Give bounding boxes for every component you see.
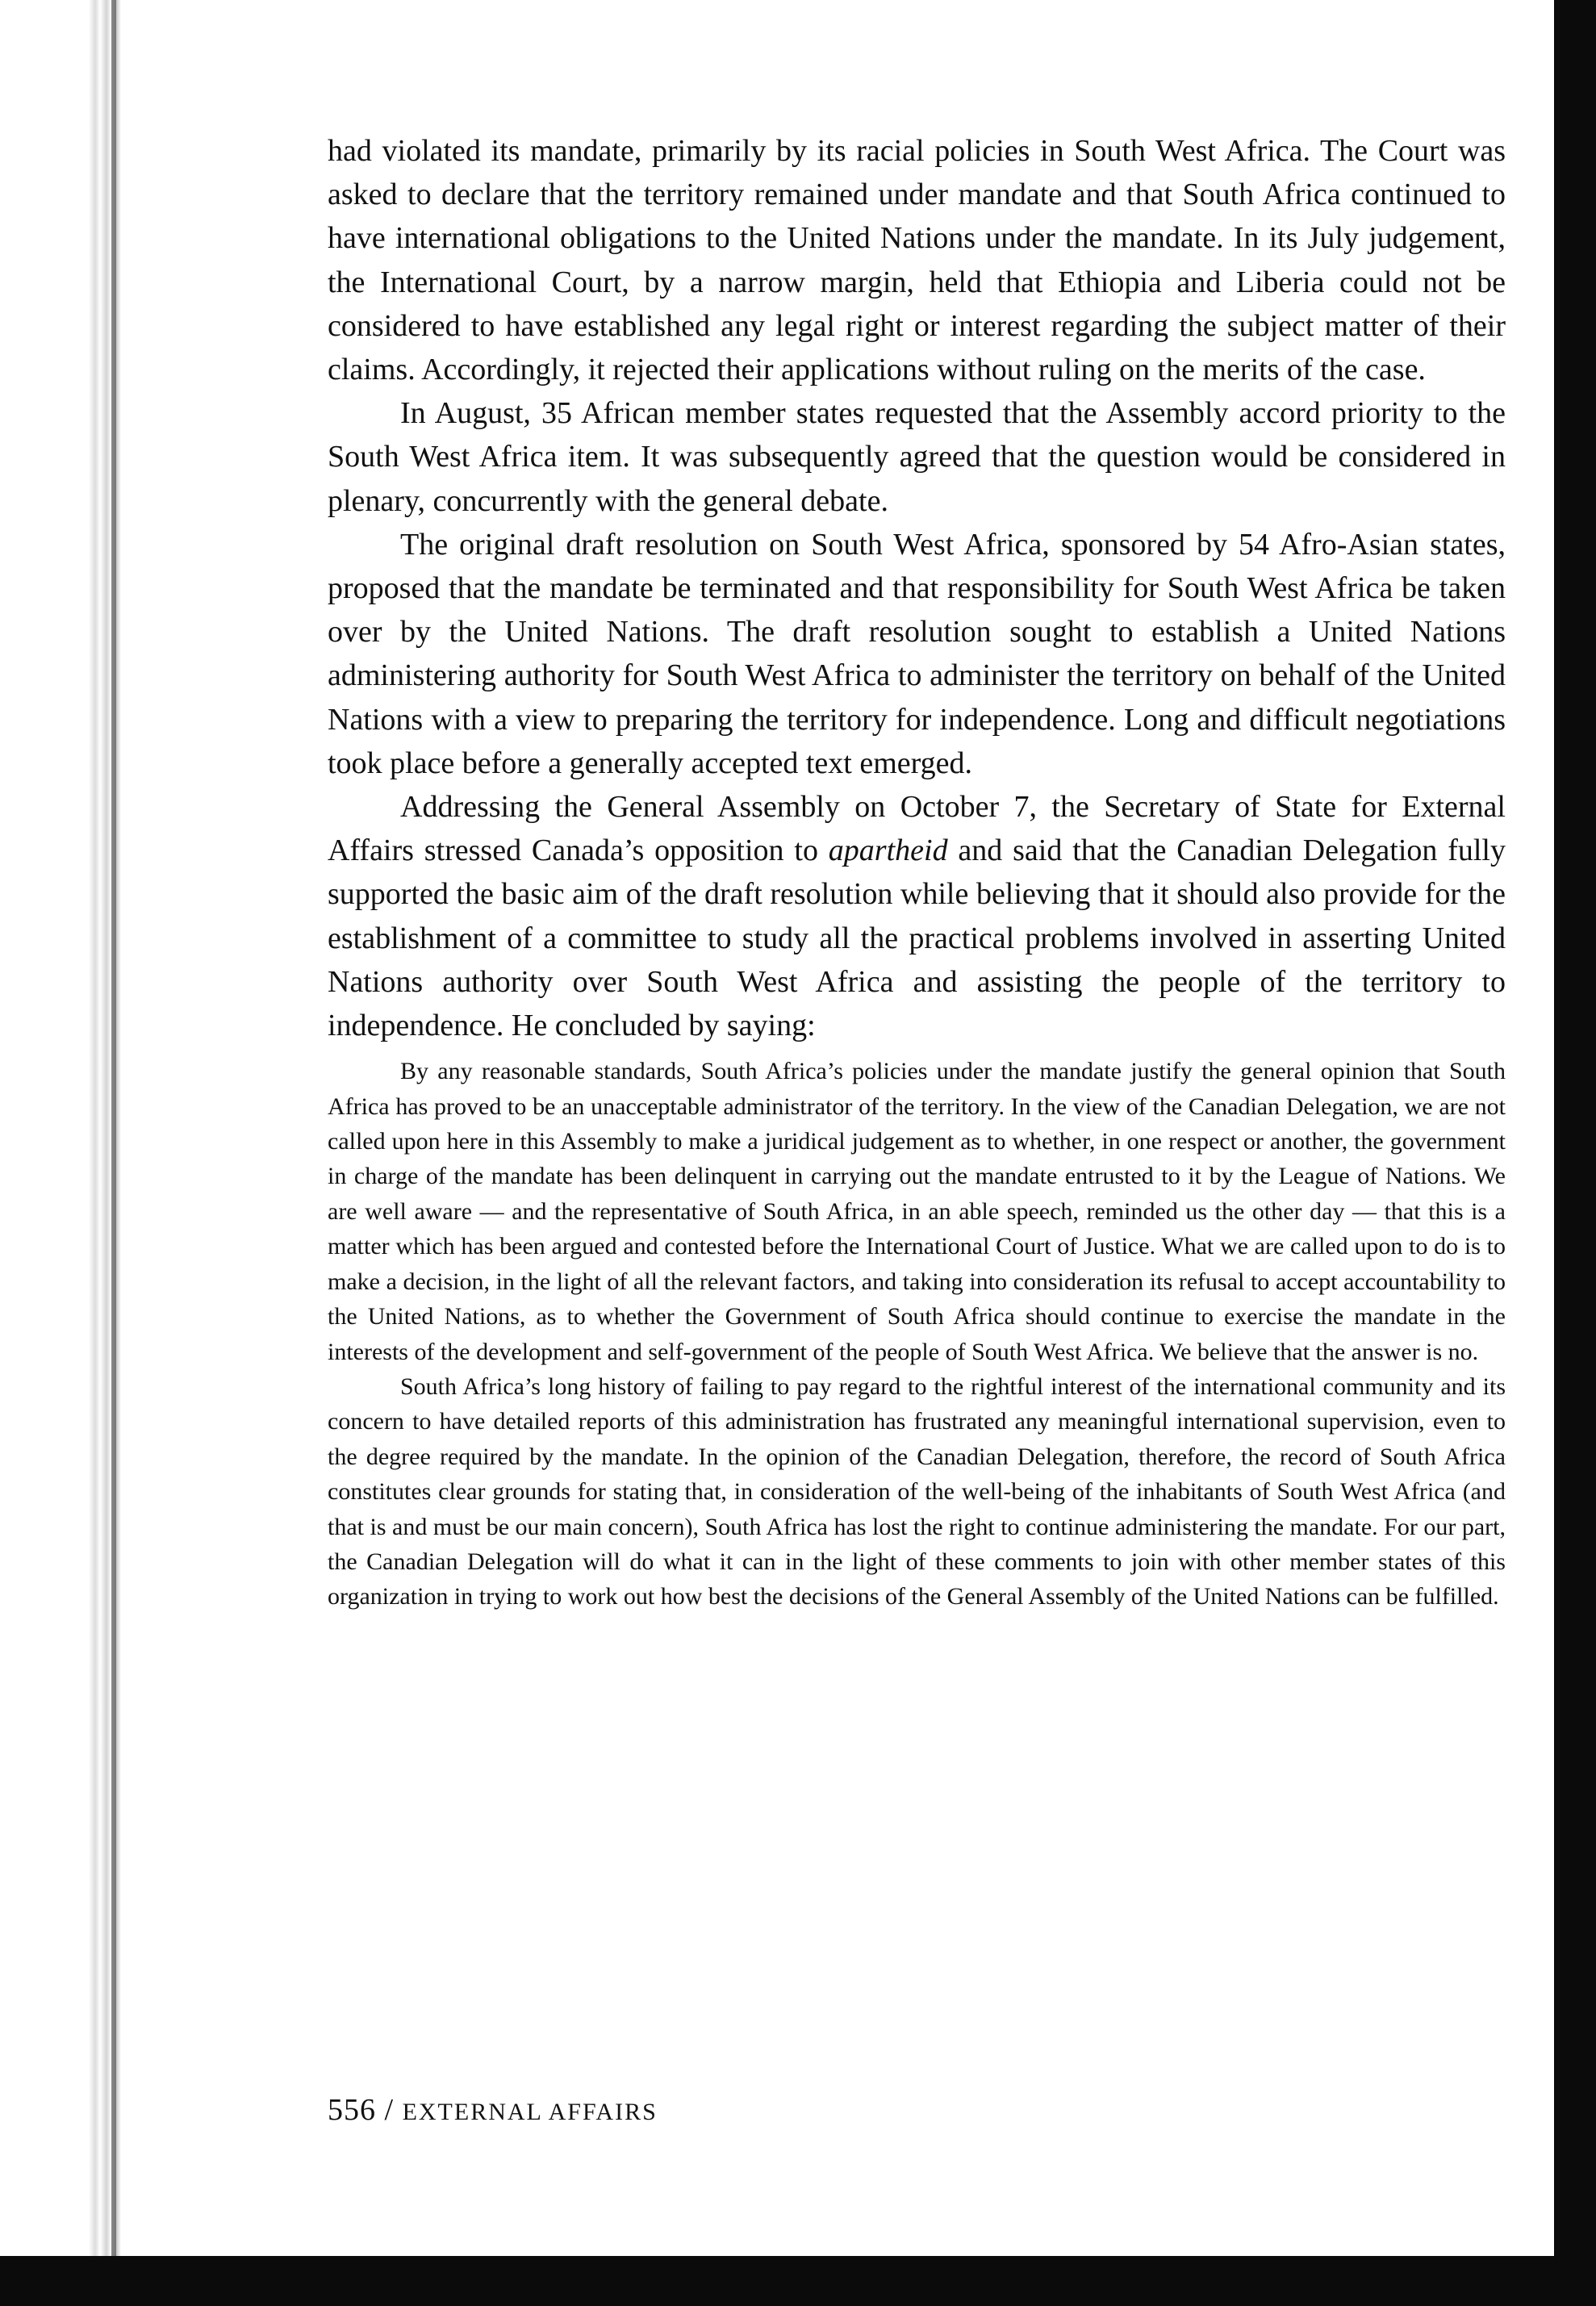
paragraph-draft-resolution: The original draft resolution on South West Africa, sponsored by 54 Afro-Asian states, proposed that the mandate be terminated and that responsibility for South West Africa be taken over by the United Nations. The draft resolution sought to establish a United Nations administering authority for South West Africa to administer the territory on behalf of the United Nations with a view to preparing the territory for independence. Long and difficult negotiations took place before a generally accepted text emerged. <box>328 527 1506 780</box>
quote-paragraph: By any reasonable standards, South Africa’s policies under the mandate justify the general opinion that South Africa has proved to be an unacceptable administrator of the territory. In the view of the Canadian Delegation, we are not called upon here in this Assembly to make a juridical judgement as to whether, in one respect or another, the government in charge of the mandate has been delinquent in carrying out the mandate entrusted to it by the League of Nations. We are well aware — and the representative of South Africa, in an able speech, reminded us the other day — that this is a matter which has been argued and contested before the International Court of Justice. What we are called upon to do is to make a decision, in the light of all the relevant factors, and taking into consideration its refusal to accept accountability to the United Nations, as to whether the Government of South Africa should continue to exercise the mandate in the interests of the development and self-government of the people of South West Africa. We believe that the answer is no. <box>328 1058 1506 1365</box>
publication-title: EXTERNAL AFFAIRS <box>402 2099 658 2125</box>
paragraph-secretary-address <box>328 785 1506 1047</box>
quote-paragraph: South Africa’s long history of failing to pay regard to the rightful interest of the international community and its concern to have detailed reports of this administration has frustrated any meaningful international supervision, even to the degree required by the mandate. In the opinion of the Canadian Delegation, therefore, the record of South Africa constitutes clear grounds for stating that, in consideration of the well-being of the inhabitants of South West Africa (and that is and must be our main concern), South Africa has lost the right to continue administering the mandate. For our part, the Canadian Delegation will do what it can in the light of these comments to join with other member states of this organization in trying to work out how best the decisions of the General Assembly of the United Nations can be fulfilled. <box>328 1372 1506 1610</box>
page-number: 556 <box>328 2093 376 2127</box>
block-quote <box>328 1054 1506 1615</box>
footer-separator: / <box>376 2093 403 2127</box>
italic-term: apartheid <box>828 833 948 868</box>
scan-left-edge <box>89 0 121 2306</box>
paragraph-august-request: In August, 35 African member states requested that the Assembly accord priority to the South West Africa item. It was subsequently agreed that the question would be considered in plenary, concurrently with the general debate. <box>328 396 1506 518</box>
page-footer <box>328 2092 658 2128</box>
scan-binding-line <box>111 0 116 2306</box>
scan-right-edge <box>1554 0 1596 2306</box>
paragraph-text-end: and said that the Canadian Delegation fully supported the basic aim of the draft resolution while believing that it should also provide for the establishment of a committee to study all the practical problems involved in asserting United Nations authority over South West Africa and assisting the people of the territory to independence. He concluded by saying: <box>328 833 1506 1043</box>
document-page <box>328 129 1506 1615</box>
paragraph-continued: had violated its mandate, primarily by its racial policies in South West Africa. The Court was asked to declare that the territory remained under mandate and that South Africa continued to have international obligations to the United Nations under the mandate. In its July judgement, the International Court, by a narrow margin, held that Ethiopia and Liberia could not be considered to have established any legal right or interest regarding the subject matter of their claims. Accordingly, it rejected their applications without ruling on the merits of the case. <box>328 134 1506 387</box>
paragraph-text-start: Addressing the General Assembly on October 7, the Secretary of State for External Affairs stressed Canada’s opposition to <box>328 790 1506 868</box>
scan-bottom-edge <box>0 2256 1596 2306</box>
